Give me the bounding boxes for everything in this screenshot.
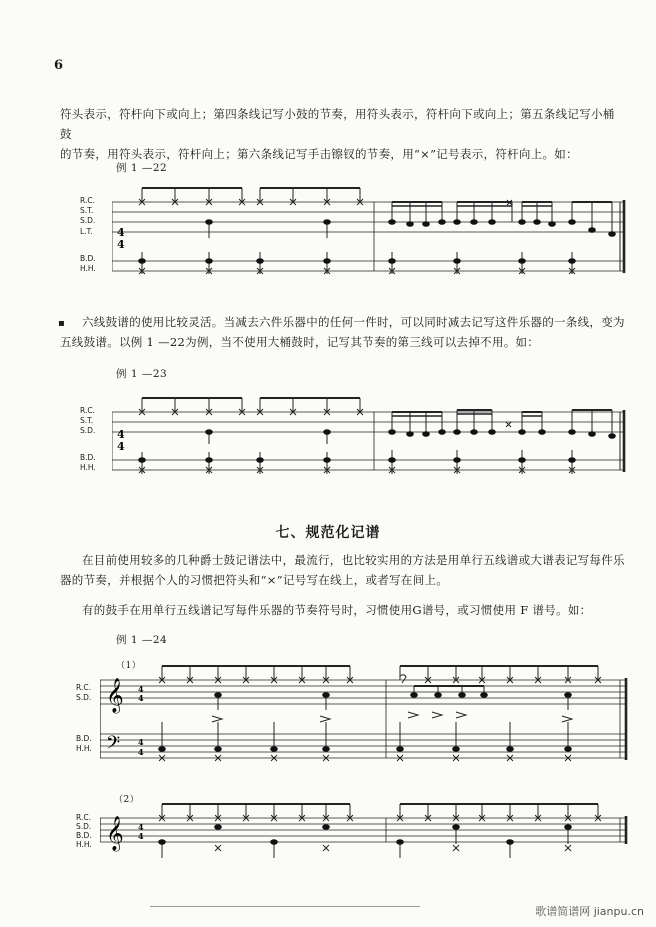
- page-number: 6: [54, 58, 64, 73]
- drum-staff-five-line: [112, 392, 632, 484]
- time-signature: 4: [138, 747, 144, 757]
- instrument-label: R.C.: [80, 196, 95, 205]
- time-signature: 4: [138, 822, 144, 832]
- paragraph-line: 器的节奏，并根据个人的习惯把符头和“×”记号写在线上，或者写在间上。: [60, 573, 449, 587]
- instrument-label: H.H.: [80, 264, 96, 273]
- time-signature: 4: [117, 440, 125, 453]
- single-treble-staff: [100, 800, 632, 870]
- paragraph-line: 在目前使用较多的几种爵士鼓记谱法中，最流行，也比较实用的方法是用单行五线谱或大谱表记写每件乐: [82, 553, 625, 567]
- paragraph-2: [60, 312, 626, 352]
- time-signature: 4: [138, 831, 144, 841]
- paragraph-1: [60, 104, 626, 164]
- instrument-label: B.D.: [76, 831, 92, 840]
- section-title: 七、规范化记谱: [275, 525, 381, 541]
- instrument-label: B.D.: [80, 453, 96, 462]
- example-label: 例 1 —22: [116, 162, 168, 174]
- instrument-label: S.D.: [80, 216, 96, 225]
- instrument-label: S.T.: [80, 416, 94, 425]
- instrument-label: H.H.: [76, 744, 92, 753]
- time-signature: 4: [117, 238, 125, 251]
- paragraph-line: 六线鼓谱的使用比较灵活。当减去六件乐器中的任何一件时，可以同时减去记写这件乐器的一条线，变为: [82, 315, 625, 329]
- time-signature: 4: [138, 684, 144, 694]
- instrument-label: B.D.: [76, 734, 92, 743]
- paragraph-line: 符头表示，符杆向下或向上；第四条线记写小鼓的节奏，用符头表示，符杆向下或向上；第五条线记写小桶鼓: [60, 107, 615, 141]
- time-signature: 4: [138, 737, 144, 747]
- instrument-label: R.C.: [80, 406, 95, 415]
- instrument-label: R.C.: [76, 683, 91, 692]
- instrument-label: S.D.: [76, 693, 92, 702]
- example-label: 例 1 —24: [116, 634, 168, 646]
- margin-mark: ▪: [58, 318, 65, 329]
- part-label: （1）: [116, 661, 142, 671]
- scan-artifact-line: [150, 906, 420, 907]
- paragraph-line: 的节奏，用符头表示，符杆向上；第六条线记写手击镲钗的节奏，用“×”记号表示，符杆向上。如：: [60, 147, 578, 161]
- treble-clef-icon: 𝄞: [106, 678, 124, 713]
- watermark: 歌谱简谱网 jianpu.cn: [535, 905, 644, 918]
- instrument-label: H.H.: [76, 840, 92, 849]
- bass-clef-icon: 𝄢: [106, 733, 121, 758]
- paragraph-3: [60, 550, 626, 620]
- example-label: 例 1 —23: [116, 368, 168, 380]
- time-signature: 4: [138, 693, 144, 703]
- grand-staff: [100, 662, 632, 772]
- instrument-label: S.D.: [80, 426, 96, 435]
- instrument-label: L.T.: [80, 227, 93, 236]
- instrument-label: B.D.: [80, 254, 96, 263]
- instrument-label: R.C.: [76, 813, 91, 822]
- drum-staff-six-line: [112, 182, 632, 282]
- paragraph-line: 五线鼓谱。以例 1 —22为例，当不使用大桶鼓时，记写其节奏的第三线可以去掉不用。如：: [60, 335, 540, 349]
- paragraph-line: 有的鼓手在用单行五线谱记写每件乐器的节奏符号时，习惯使用G谱号，或习惯使用 F 谱号。如：: [82, 603, 592, 617]
- time-signature: 4: [117, 428, 125, 441]
- part-label: （2）: [114, 795, 140, 805]
- instrument-label: H.H.: [80, 463, 96, 472]
- instrument-label: S.D.: [76, 822, 92, 831]
- instrument-label: S.T.: [80, 206, 94, 215]
- time-signature: 4: [117, 226, 125, 239]
- treble-clef-icon: 𝄞: [106, 816, 124, 851]
